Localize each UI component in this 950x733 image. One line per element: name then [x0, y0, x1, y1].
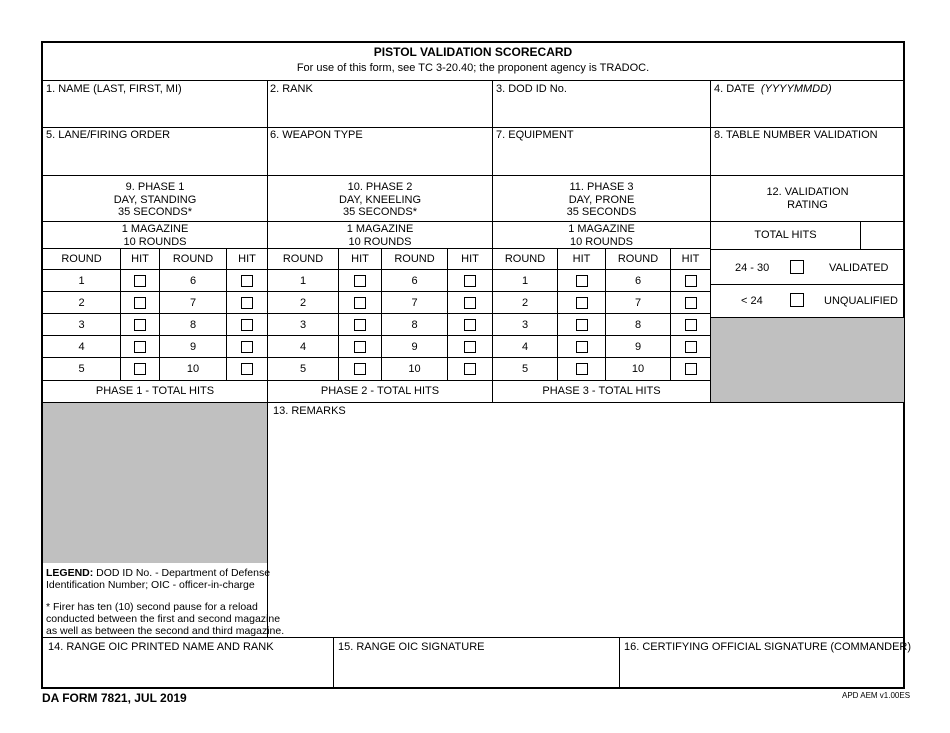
shaded-area [711, 318, 904, 402]
hit-checkbox[interactable] [241, 319, 253, 331]
remarks-label: 13. REMARKS [273, 405, 346, 417]
hit-checkbox[interactable] [464, 275, 476, 287]
round-number: 8 [189, 319, 197, 331]
divider [42, 175, 904, 176]
total-hits-field[interactable] [861, 222, 904, 248]
divider [120, 248, 121, 380]
validation-title: 12. VALIDATION [766, 186, 849, 198]
divider [710, 249, 904, 250]
note-line-1: * Firer has ten (10) second pause for a reload [46, 601, 258, 613]
round-number: 8 [634, 319, 642, 331]
validated-label: VALIDATED [829, 262, 889, 274]
certifying-label: 16. CERTIFYING OFFICIAL SIGNATURE (COMMANDER) [624, 641, 912, 653]
round-number: 4 [78, 341, 85, 353]
hit-checkbox[interactable] [241, 363, 253, 375]
weapon-label: 6. WEAPON TYPE [270, 129, 363, 141]
divider [159, 248, 160, 380]
round-number: 1 [521, 275, 529, 287]
round-number: 9 [634, 341, 642, 353]
magazine-count: 1 MAGAZINE [121, 223, 189, 235]
hit-checkbox[interactable] [241, 275, 253, 287]
dod-id-label: 3. DOD ID No. [496, 83, 567, 95]
divider [710, 284, 904, 285]
phase-1-title: 9. PHASE 1 [125, 181, 185, 193]
round-number: 9 [189, 341, 197, 353]
phase-2-total-hits[interactable]: PHASE 2 - TOTAL HITS [320, 385, 440, 397]
legend-note [46, 601, 284, 637]
lane-label: 5. LANE/FIRING ORDER [46, 129, 171, 141]
round-number: 10 [631, 363, 645, 375]
phase-3-position: DAY, PRONE [568, 193, 635, 206]
round-number: 8 [411, 319, 418, 331]
phase-1-magazine [43, 223, 267, 248]
hit-checkbox[interactable] [354, 297, 366, 309]
oic-signature-label: 15. RANGE OIC SIGNATURE [338, 641, 485, 653]
divider [42, 127, 904, 128]
round-number: 4 [299, 341, 307, 353]
phase-1-time: 35 SECONDS* [118, 206, 192, 218]
hit-column-header: HIT [681, 253, 700, 265]
shaded-area [43, 403, 267, 563]
round-number: 5 [78, 363, 85, 375]
round-number: 3 [78, 319, 85, 331]
divider [226, 248, 227, 380]
legend [46, 567, 270, 591]
dod-id-field[interactable] [493, 97, 710, 126]
hit-column-header: HIT [131, 253, 149, 265]
oic-name-label: 14. RANGE OIC PRINTED NAME AND RANK [48, 641, 274, 653]
equipment-label: 7. EQUIPMENT [496, 129, 574, 141]
certifying-field[interactable] [620, 655, 904, 687]
hit-checkbox[interactable] [576, 275, 588, 287]
table-number-label: 8. TABLE NUMBER VALIDATION [714, 129, 878, 141]
phase-2-header [268, 181, 492, 219]
hit-checkbox[interactable] [464, 319, 476, 331]
divider [42, 313, 710, 314]
hit-checkbox[interactable] [241, 341, 253, 353]
round-number: 4 [521, 341, 529, 353]
round-column-header: ROUND [504, 253, 546, 265]
date-label-text: 4. DATE [714, 83, 755, 95]
phase-1-total-hits[interactable]: PHASE 1 - TOTAL HITS [95, 385, 215, 397]
total-hits-label: TOTAL HITS [754, 229, 817, 241]
name-label: 1. NAME (LAST, FIRST, MI) [46, 83, 182, 95]
divider [381, 248, 382, 380]
hit-checkbox[interactable] [576, 363, 588, 375]
phase-3-total-hits[interactable]: PHASE 3 - TOTAL HITS [542, 385, 661, 397]
round-count: 10 ROUNDS [123, 235, 187, 248]
divider [42, 248, 710, 249]
round-number: 10 [408, 363, 421, 375]
hit-checkbox[interactable] [576, 341, 588, 353]
divider [42, 221, 904, 222]
hit-checkbox[interactable] [354, 319, 366, 331]
divider [338, 248, 339, 380]
divider [42, 291, 710, 292]
hit-checkbox[interactable] [685, 319, 697, 331]
phase-2-position: DAY, KNEELING [338, 193, 422, 206]
divider [557, 248, 558, 380]
phase-2-title: 10. PHASE 2 [347, 181, 413, 193]
hit-column-header: HIT [461, 253, 479, 265]
hit-checkbox[interactable] [134, 297, 146, 309]
round-number: 6 [634, 275, 642, 287]
validated-range: 24 - 30 [735, 262, 770, 274]
divider [42, 357, 710, 358]
round-number: 6 [411, 275, 418, 287]
date-field[interactable] [711, 97, 904, 126]
validated-checkbox[interactable] [790, 260, 804, 274]
round-number: 7 [634, 297, 642, 309]
round-number: 3 [521, 319, 529, 331]
hit-checkbox[interactable] [464, 363, 476, 375]
hit-checkbox[interactable] [685, 341, 697, 353]
rank-label: 2. RANK [270, 83, 313, 95]
divider [42, 637, 904, 638]
note-line-3: as well as between the second and third magazine. [46, 625, 285, 637]
divider [42, 335, 710, 336]
round-number: 10 [186, 363, 200, 375]
round-column-header: ROUND [61, 253, 102, 265]
remarks-field[interactable] [268, 420, 904, 636]
validation-rating: RATING [787, 198, 828, 211]
hit-checkbox[interactable] [241, 297, 253, 309]
hit-checkbox[interactable] [685, 275, 697, 287]
hit-checkbox[interactable] [134, 275, 146, 287]
phase-1-header [43, 181, 267, 219]
round-count: 10 ROUNDS [570, 235, 633, 248]
round-count: 10 ROUNDS [348, 235, 412, 248]
magazine-count: 1 MAGAZINE [568, 223, 635, 235]
divider [42, 380, 710, 381]
round-number: 6 [189, 275, 197, 287]
oic-signature-field[interactable] [334, 655, 619, 687]
round-number: 1 [299, 275, 307, 287]
round-number: 2 [521, 297, 529, 309]
hit-checkbox[interactable] [134, 319, 146, 331]
form-version: APD AEM v1.00ES [842, 691, 911, 700]
hit-checkbox[interactable] [354, 341, 366, 353]
hit-checkbox[interactable] [354, 275, 366, 287]
magazine-count: 1 MAGAZINE [346, 223, 414, 235]
hit-checkbox[interactable] [685, 363, 697, 375]
legend-line-1 [46, 567, 270, 579]
phase-3-title: 11. PHASE 3 [569, 181, 634, 193]
hit-checkbox[interactable] [464, 297, 476, 309]
phase-3-header [493, 181, 710, 219]
round-column-header: ROUND [282, 253, 324, 265]
note-line-2: conducted between the first and second magazine [46, 613, 281, 625]
date-label [714, 83, 832, 96]
phase-3-magazine [493, 223, 710, 248]
phase-2-time: 35 SECONDS* [343, 206, 417, 218]
hit-checkbox[interactable] [134, 341, 146, 353]
divider [42, 80, 904, 81]
phase-3-time: 35 SECONDS [566, 206, 637, 218]
hit-checkbox[interactable] [134, 363, 146, 375]
hit-column-header: HIT [572, 253, 591, 265]
hit-column-header: HIT [238, 253, 256, 265]
round-number: 5 [299, 363, 307, 375]
equipment-field[interactable] [493, 144, 710, 174]
unqualified-checkbox[interactable] [790, 293, 804, 307]
round-number: 9 [411, 341, 418, 353]
round-number: 5 [521, 363, 529, 375]
form-number: DA FORM 7821, JUL 2019 [42, 691, 187, 705]
legend-line-2: Identification Number; OIC - officer-in-charge [46, 579, 255, 591]
round-number: 7 [189, 297, 197, 309]
form-title: PISTOL VALIDATION SCORECARD [373, 45, 573, 59]
hit-column-header: HIT [351, 253, 369, 265]
round-number: 2 [299, 297, 307, 309]
phase-1-position: DAY, STANDING [113, 193, 197, 206]
name-field[interactable] [43, 97, 267, 126]
form-subtitle: For use of this form, see TC 3-20.40; the proponent agency is TRADOC. [296, 62, 650, 74]
round-number: 2 [78, 297, 85, 309]
validation-rating-header [711, 186, 904, 211]
rank-field[interactable] [268, 97, 492, 126]
lane-field[interactable] [43, 144, 267, 174]
hit-checkbox[interactable] [576, 319, 588, 331]
legend-bold: LEGEND: [46, 567, 94, 579]
round-column-header: ROUND [617, 253, 659, 265]
divider [42, 269, 710, 270]
unqualified-label: UNQUALIFIED [824, 295, 898, 307]
legend-text: DOD ID No. - Department of Defense [93, 567, 271, 579]
phase-2-magazine [268, 223, 492, 248]
round-number: 7 [411, 297, 418, 309]
hit-checkbox[interactable] [576, 297, 588, 309]
date-format: (YYYYMMDD) [760, 83, 832, 95]
unqualified-range: < 24 [741, 295, 763, 307]
divider [605, 248, 606, 380]
round-column-header: ROUND [172, 253, 214, 265]
divider [447, 248, 448, 380]
oic-name-field[interactable] [43, 655, 333, 687]
round-column-header: ROUND [394, 253, 435, 265]
table-number-field[interactable] [711, 144, 904, 174]
hit-checkbox[interactable] [685, 297, 697, 309]
divider [670, 248, 671, 380]
hit-checkbox[interactable] [464, 341, 476, 353]
round-number: 3 [299, 319, 307, 331]
round-number: 1 [78, 275, 85, 287]
hit-checkbox[interactable] [354, 363, 366, 375]
weapon-field[interactable] [268, 144, 492, 174]
